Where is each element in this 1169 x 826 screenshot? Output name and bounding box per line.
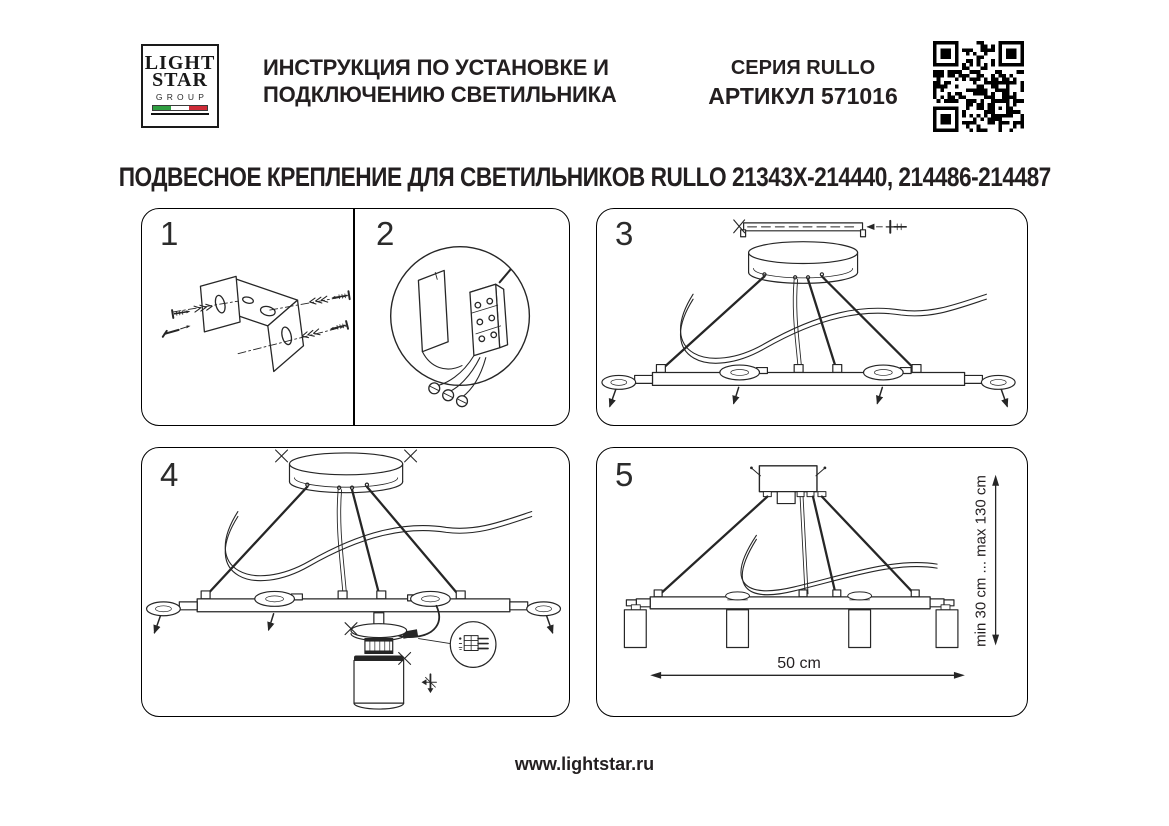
website-url: www.lightstar.ru (514, 754, 655, 774)
panel-step-3 (596, 208, 1028, 426)
diagram-step4 (142, 448, 569, 716)
page-title (263, 54, 617, 108)
subtitle-text: ПОДВЕСНОЕ КРЕПЛЕНИЕ ДЛЯ СВЕТИЛЬНИКОВ RULLO 21343X-214440, 214486-214487 (118, 162, 1051, 192)
qr-code-icon (933, 41, 1024, 132)
logo-star: STAR (152, 69, 208, 91)
step-number-4: 4 (160, 456, 179, 493)
panel-steps-1-2 (141, 208, 570, 426)
subtitle-row (0, 162, 1169, 193)
logo-underline (151, 113, 209, 115)
screw-icon (422, 674, 437, 693)
italian-flag-icon (152, 105, 208, 111)
logo-group: GROUP (155, 92, 209, 102)
screw-icon (163, 325, 191, 336)
logo-light: LIGHT (144, 52, 216, 74)
lightstar-logo (141, 44, 219, 128)
panel-step-5 (596, 447, 1028, 717)
series-name: СЕРИЯ RULLO (730, 57, 876, 79)
series-block (688, 56, 918, 110)
step-number-3: 3 (615, 215, 634, 252)
height-dimension-label: min 30 cm ... max 130 cm (972, 475, 990, 647)
diagram-step3 (597, 209, 1027, 425)
step-number-5: 5 (615, 456, 634, 493)
title-line-2: ПОДКЛЮЧЕНИЮ СВЕТИЛЬНИКА (263, 82, 617, 107)
title-line-1: ИНСТРУКЦИЯ ПО УСТАНОВКЕ И (263, 55, 609, 80)
panel-step-4 (141, 447, 570, 717)
step-number-1: 1 (160, 215, 179, 252)
diagram-step1-step2 (142, 209, 569, 425)
diagram-step5 (597, 448, 1027, 716)
step-number-2: 2 (376, 215, 395, 252)
width-dimension-label: 50 cm (777, 655, 821, 672)
article-number: АРТИКУЛ 571016 (708, 83, 898, 109)
